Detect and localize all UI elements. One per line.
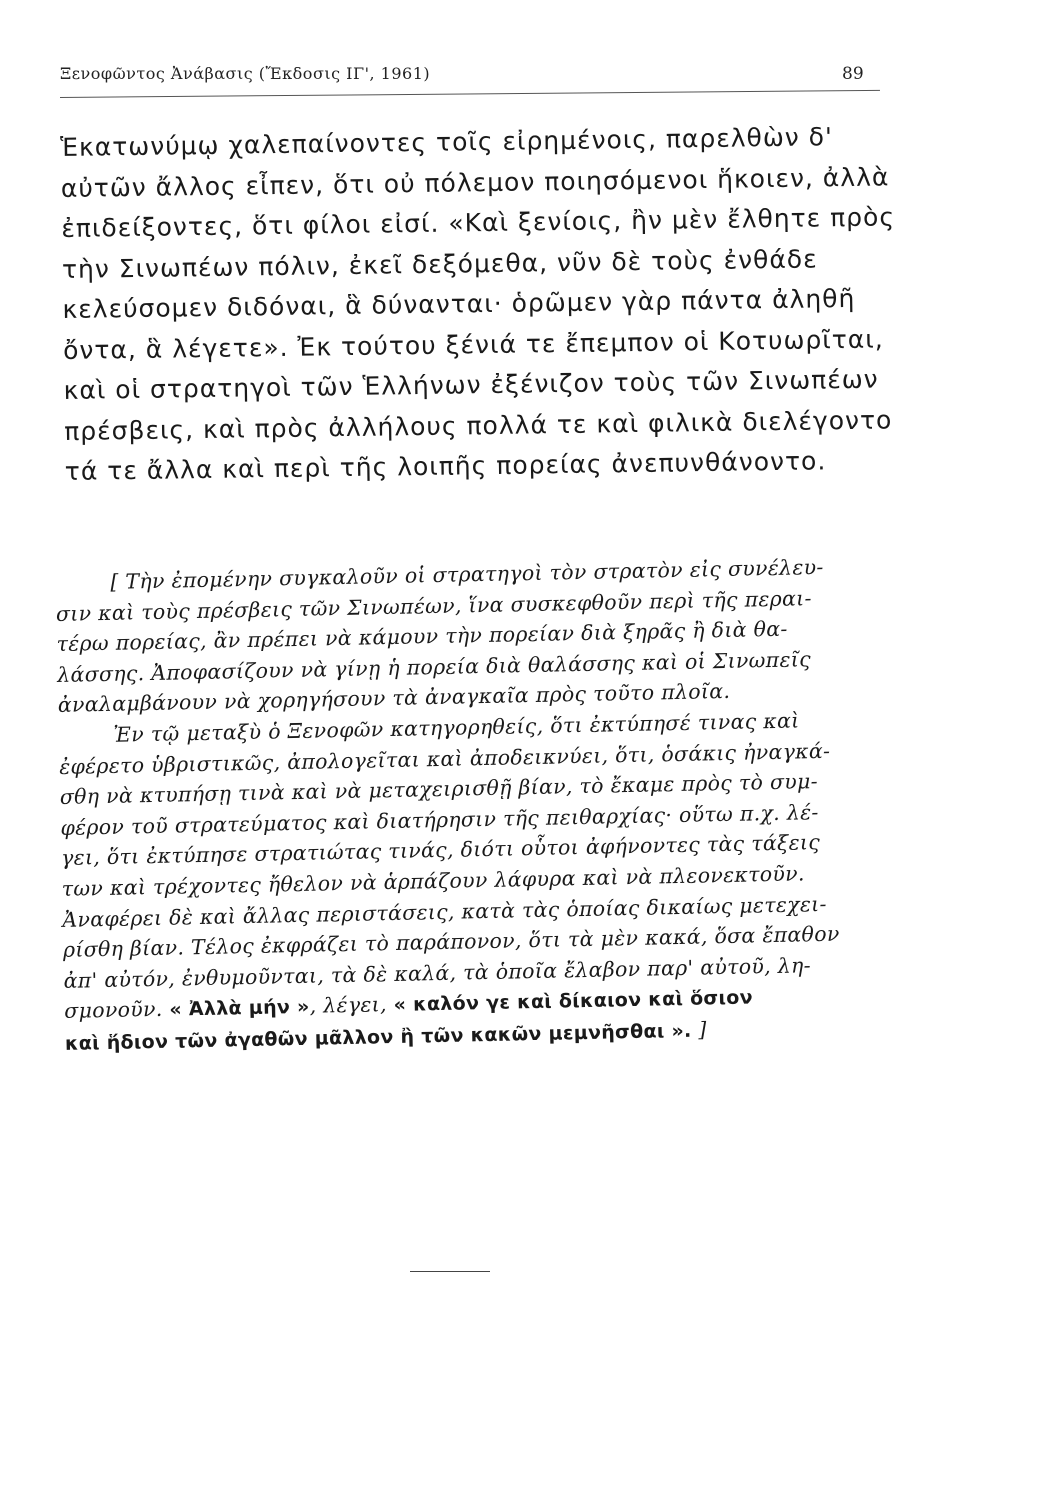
commentary-line: σθη νὰ κτυπήσῃ τινὰ καὶ νὰ μεταχειρισθῇ βίαν, τὸ ἔκαμε πρὸς τὸ συμ-	[59, 769, 819, 810]
text-line: Ἑκατωνύμῳ χαλεπαίνοντες τοῖς εἰρημένοις, παρελθὼν δ'	[60, 122, 834, 162]
commentary-line: σιν καὶ τοὺς πρέσβεις τῶν Σινωπέων, ἵνα συσκεφθοῦν περὶ τῆς περαι-	[55, 585, 812, 626]
quote-alla-min: « Ἀλλὰ μήν »	[169, 996, 310, 1022]
commentary-line: ἀπ' αὐτόν, ἐνθυμοῦνται, τὰ δὲ καλά, τὰ ὁποῖα ἔλαβον παρ' αὐτοῦ, λη-	[63, 952, 812, 993]
text-line: ὄντα, ἃ λέγετε». Ἐκ τούτου ξένιά τε ἔπεμπον οἱ Κοτυωρῖται,	[62, 324, 884, 365]
commentary-line: λάσσης. Ἀποφασίζουν νὰ γίνῃ ἡ πορεία διὰ θαλάσσης καὶ οἱ Σινωπεῖς	[56, 646, 812, 687]
commentary-line: γει, ὅτι ἐκτύπησε στρατιώτας τινάς, διότι οὗτοι ἀφήνοντες τὰς τάξεις	[60, 830, 821, 871]
commentary-line: φέρον τοῦ στρατεύματος καὶ διατήρησιν τῆς πειθαρχίας· οὕτω π.χ. λέ-	[60, 799, 819, 840]
text-line: κελεύσομεν διδόναι, ἃ δύνανται· ὁρῶμεν γὰρ πάντα ἀληθῆ	[62, 283, 856, 324]
commentary-line: των καὶ τρέχοντες ἤθελον νὰ ἁρπάζουν λάφυρα καὶ νὰ πλεονεκτοῦν.	[61, 861, 805, 901]
commentary-summary	[55, 550, 905, 1059]
commentary-line: Ἐν τῷ μεταξὺ ὁ Ξενοφῶν κατηγορηθείς, ὅτι ἐκτύπησέ τινας καὶ	[113, 708, 800, 747]
quote-kalon: « καλόν γε καὶ δίκαιον καὶ ὅσιον	[393, 986, 754, 1017]
commentary-line: τέρω πορείας, ἂν πρέπει νὰ κάμουν τὴν πορείαν διὰ ξηρᾶς ἢ διὰ θα-	[56, 616, 788, 657]
commentary-line: Ἀναφέρει δὲ καὶ ἄλλας περιστάσεις, κατὰ τὰς ὁποίας δικαίως μετεχει-	[62, 891, 827, 932]
closing-bracket: ]	[691, 1017, 707, 1042]
header-rule	[60, 90, 880, 98]
text-line: τὴν Σινωπέων πόλιν, ἐκεῖ δεξόμεθα, νῦν δὲ τοὺς ἐνθάδε	[61, 243, 818, 284]
text-line: καὶ οἱ στρατηγοὶ τῶν Ἑλλήνων ἐξένιζον τοὺς τῶν Σινωπέων	[63, 364, 879, 405]
text-line: τά τε ἄλλα καὶ περὶ τῆς λοιπῆς πορείας ἀνεπυνθάνοντο.	[64, 446, 827, 486]
end-rule	[410, 1271, 490, 1272]
commentary-line: ρίσθη βίαν. Τέλος ἐκφράζει τὸ παράπονον, ὅτι τὰ μὲν κακά, ὅσα ἔπαθον	[62, 921, 840, 963]
quote-ending: καὶ ἥδιον τῶν ἀγαθῶν μᾶλλον ἢ τῶν κακῶν μεμνῆσθαι ».	[64, 1019, 692, 1055]
commentary-line: [ Τὴν ἐπομένην συγκαλοῦν οἱ στρατηγοὶ τὸν στρατὸν εἰς συνέλευ-	[110, 554, 824, 594]
text-line: πρέσβεις, καὶ πρὸς ἀλλήλους πολλά τε καὶ φιλικὰ διελέγοντο	[64, 404, 893, 446]
commentary-text: , λέγει,	[309, 992, 394, 1019]
commentary-line: ἀναλαμβάνουν νὰ χορηγήσουν τὰ ἀναγκαῖα πρὸς τοῦτο πλοῖα.	[57, 679, 731, 718]
commentary-text: σμονοῦν.	[64, 997, 170, 1024]
commentary-line: ἐφέρετο ὑβριστικῶς, ἀπολογεῖται καὶ ἀποδεικνύει, ὅτι, ὁσάκις ἠναγκά-	[58, 738, 831, 779]
page-number: 89	[842, 64, 864, 84]
greek-original-text	[60, 116, 895, 492]
text-line: αὐτῶν ἄλλος εἶπεν, ὅτι οὐ πόλεμον ποιησόμενοι ἥκοιεν, ἀλλὰ	[60, 161, 890, 203]
text-line: ἐπιδείξοντες, ὅτι φίλοι εἰσί. «Καὶ ξενίοις, ἢν μὲν ἔλθητε πρὸς	[61, 202, 896, 243]
running-header: Ξενοφῶντος Ἀνάβασις (Ἔκδοσις ΙΓ', 1961)	[60, 64, 431, 83]
